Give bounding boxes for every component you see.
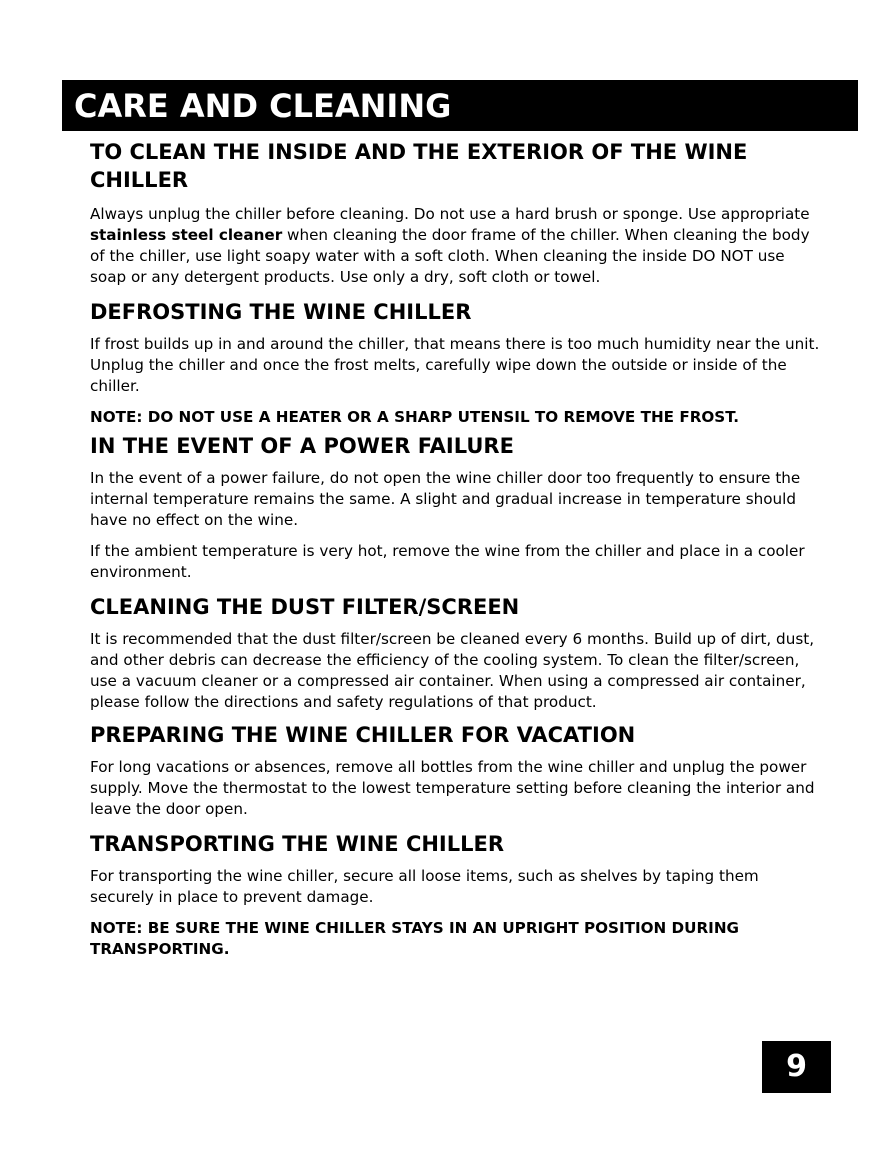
page-title: CARE AND CLEANING	[74, 87, 452, 125]
document-body	[90, 138, 825, 960]
section-paragraph: If frost builds up in and around the chiller, that means there is too much humidity near the unit. Unplug the chiller and once the frost melts, carefully wipe down the outside or inside of the chiller.	[90, 335, 820, 395]
page-title-bar	[62, 80, 858, 131]
section-paragraph: In the event of a power failure, do not open the wine chiller door too frequently to ensure the internal temperature remains the same. A slight and gradual increase in temperature should have no effect on the wine.	[90, 469, 801, 529]
section-paragraph: For long vacations or absences, remove all bottles from the wine chiller and unplug the power supply. Move the thermostat to the lowest temperature setting before cleaning the interior and leave the door open.	[90, 758, 815, 818]
section-defrosting	[90, 298, 825, 428]
section-heading: PREPARING THE WINE CHILLER FOR VACATION	[90, 723, 636, 747]
section-paragraph	[90, 204, 825, 288]
section-dust-filter	[90, 593, 825, 713]
section-note: NOTE: BE SURE THE WINE CHILLER STAYS IN AN UPRIGHT POSITION DURING TRANSPORTING.	[90, 919, 739, 958]
section-heading: CLEANING THE DUST FILTER/SCREEN	[90, 595, 520, 619]
section-heading: DEFROSTING THE WINE CHILLER	[90, 300, 472, 324]
section-vacation	[90, 721, 825, 820]
section-note: NOTE: DO NOT USE A HEATER OR A SHARP UTENSIL TO REMOVE THE FROST.	[90, 408, 740, 426]
paragraph-text: Always unplug the chiller before cleaning. Do not use a hard brush or sponge. Use appropriate	[90, 205, 810, 223]
section-heading: IN THE EVENT OF A POWER FAILURE	[90, 434, 514, 458]
section-clean-inside-exterior	[90, 138, 825, 288]
paragraph-text: when cleaning the door frame of the chiller. When cleaning the body of the chiller, use light soapy water with a soft cloth. When cleaning the inside DO NOT use soap or any detergent products. Use only a dry, soft cloth or towel.	[90, 226, 810, 286]
section-heading: TRANSPORTING THE WINE CHILLER	[90, 832, 505, 856]
section-heading: TO CLEAN THE INSIDE AND THE EXTERIOR OF THE WINE CHILLER	[90, 140, 748, 192]
section-paragraph: It is recommended that the dust filter/screen be cleaned every 6 months. Build up of dirt, dust, and other debris can decrease the efficiency of the cooling system. To clean the filter/screen, use a vacuum cleaner or a compressed air container. When using a compressed air container, please follow the directions and safety regulations of that product.	[90, 630, 815, 711]
section-paragraph: If the ambient temperature is very hot, remove the wine from the chiller and place in a cooler environment.	[90, 542, 805, 581]
section-paragraph: For transporting the wine chiller, secure all loose items, such as shelves by taping them securely in place to prevent damage.	[90, 867, 759, 906]
section-transporting	[90, 830, 825, 960]
page-number: 9	[762, 1041, 831, 1093]
section-power-failure	[90, 432, 825, 583]
bold-term: stainless steel cleaner	[90, 226, 283, 244]
